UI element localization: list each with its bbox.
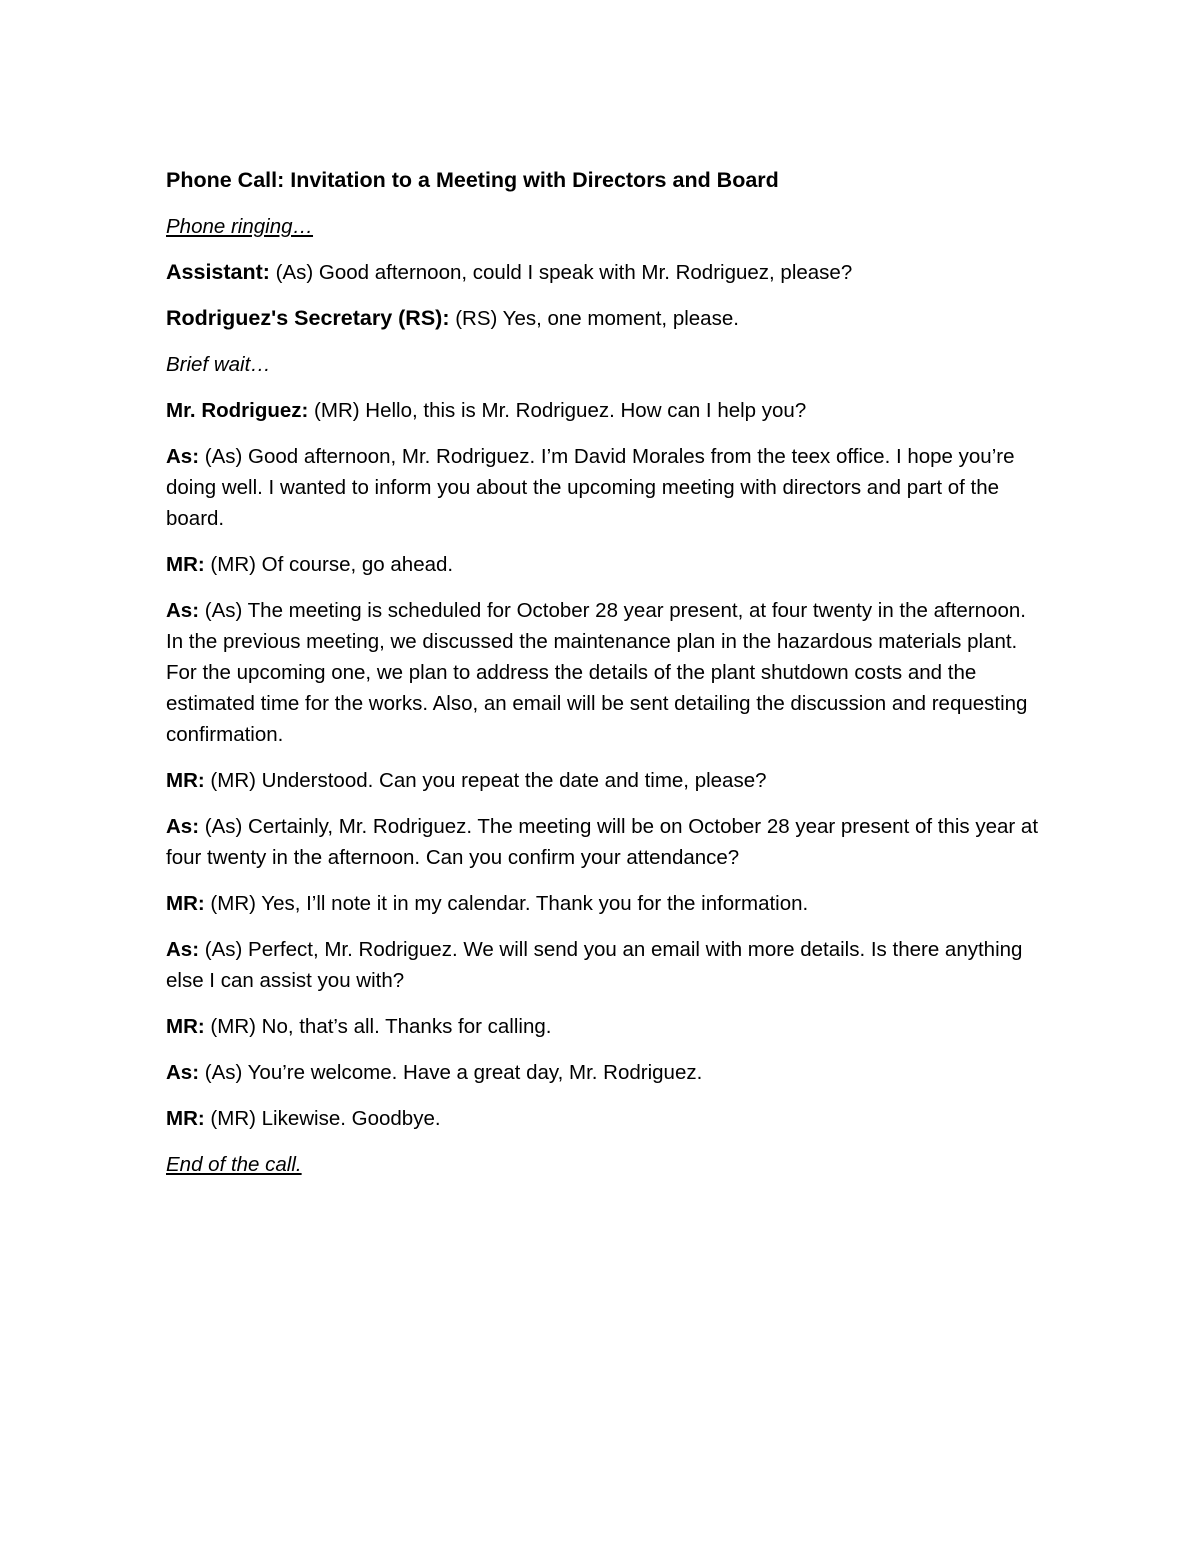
stage-direction-wait: Brief wait… (166, 353, 271, 376)
speaker-label: As: (166, 599, 200, 622)
dialogue-text: (As) Perfect, Mr. Rodriguez. We will send you an email with more details. Is there anything else I can assist you with? (166, 938, 1023, 992)
dialogue-line (166, 934, 1046, 996)
dialogue-line (166, 257, 1046, 288)
speaker-label: MR: (166, 553, 205, 576)
dialogue-text: (As) Certainly, Mr. Rodriguez. The meeting will be on October 28 year present of this year at four twenty in the afternoon. Can you confirm your attendance? (166, 815, 1039, 869)
dialogue-text: (As) Good afternoon, Mr. Rodriguez. I’m David Morales from the teex office. I hope you’re doing well. I wanted to inform you about the upcoming meeting with directors and part of the board. (166, 445, 1015, 530)
dialogue-text: (MR) Of course, go ahead. (204, 553, 454, 576)
dialogue-line (166, 595, 1046, 750)
dialogue-text: (MR) Likewise. Goodbye. (204, 1107, 441, 1130)
speaker-label: As: (166, 938, 200, 961)
document-page (166, 165, 1046, 1195)
dialogue-text: (As) You’re welcome. Have a great day, Mr. Rodriguez. (199, 1061, 703, 1084)
dialogue-text: (As) The meeting is scheduled for October 28 year present, at four twenty in the afternoon. In the previous meeting, we discussed the maintenance plan in the hazardous materials plant. For the upcoming one, we plan to address the details of the plant shutdown costs and the estimated time for the works. Also, an email will be sent detailing the discussion and requesting confirmation. (166, 599, 1028, 746)
dialogue-text: (MR) No, that’s all. Thanks for calling. (204, 1015, 552, 1038)
dialogue-line (166, 303, 1046, 334)
speaker-label: As: (166, 815, 200, 838)
dialogue-text: (MR) Hello, this is Mr. Rodriguez. How can I help you? (308, 399, 807, 422)
speaker-label: As: (166, 445, 200, 468)
stage-direction-close: End of the call. (166, 1153, 302, 1176)
dialogue-line (166, 765, 1046, 796)
speaker-label: Mr. Rodriguez: (166, 399, 309, 422)
dialogue-line (166, 441, 1046, 534)
speaker-label: MR: (166, 1107, 205, 1130)
speaker-label: Rodriguez's Secretary (RS): (166, 306, 450, 330)
speaker-label: MR: (166, 892, 205, 915)
speaker-label: Assistant: (166, 260, 270, 284)
dialogue-line (166, 1011, 1046, 1042)
stage-direction-open: Phone ringing… (166, 215, 314, 238)
dialogue-line (166, 549, 1046, 580)
dialogue-line (166, 1103, 1046, 1134)
dialogue-line (166, 395, 1046, 426)
dialogue-line (166, 1057, 1046, 1088)
speaker-label: As: (166, 1061, 200, 1084)
speaker-label: MR: (166, 769, 205, 792)
dialogue-line (166, 811, 1046, 873)
speaker-label: MR: (166, 1015, 205, 1038)
document-title: Phone Call: Invitation to a Meeting with Directors and Board (166, 168, 779, 192)
dialogue-text: (MR) Understood. Can you repeat the date and time, please? (204, 769, 767, 792)
dialogue-text: (RS) Yes, one moment, please. (449, 307, 739, 330)
dialogue-text: (MR) Yes, I’ll note it in my calendar. Thank you for the information. (204, 892, 809, 915)
dialogue-line (166, 888, 1046, 919)
dialogue-text: (As) Good afternoon, could I speak with Mr. Rodriguez, please? (269, 261, 853, 284)
